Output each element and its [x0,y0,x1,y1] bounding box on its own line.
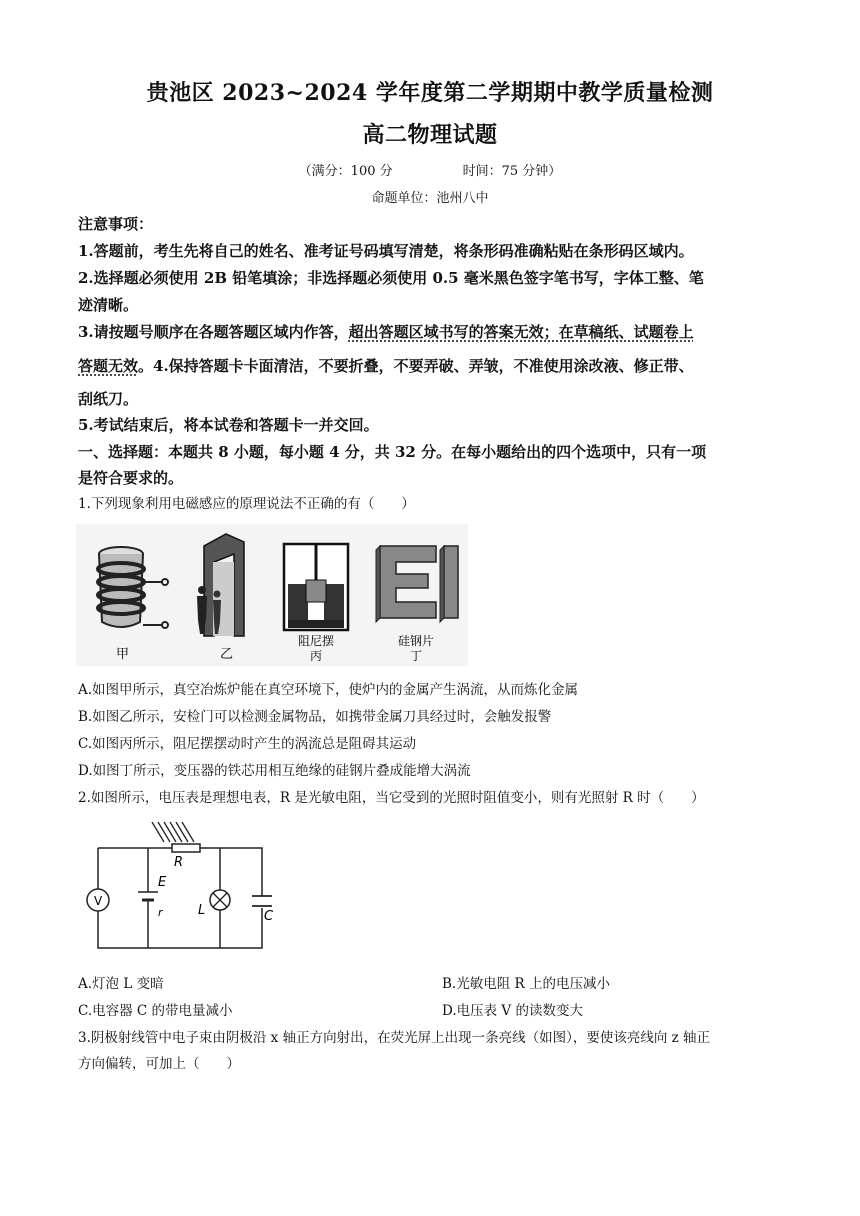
question-1-stem: 1.下列现象利用电磁感应的原理说法不正确的有（ ） [78,496,415,512]
notice-item-3-emphasis-2: 答题无效 [78,357,139,375]
notice-item-3-4 [78,356,788,376]
photoresistor-r [172,844,200,852]
author-unit: 命题单位：池州八中 [371,191,489,206]
label-r: R [174,855,184,870]
label-v: V [94,894,103,908]
notice-item-2: 2.选择题必须使用 2B 铅笔填涂；非选择题必须使用 0.5 毫米黑色签字笔书写，字体工整、笔 [78,269,704,287]
notice-heading: 注意事项： [78,215,154,233]
figure-label-ding: 丁 [410,649,423,663]
question-3-stem-cont: 方向偏转，可加上（ ） [78,1056,240,1072]
light-rays [152,822,194,842]
question-1-option-d: D.如图丁所示，变压器的铁芯用相互绝缘的硅钢片叠成能增大涡流 [78,763,471,779]
question-2-circuit [80,818,280,956]
question-1-option-b: B.如图乙所示，安检门可以检测金属物品，如携带金属刀具经过时，会触发报警 [78,709,552,725]
question-1-option-a: A.如图甲所示，真空冶炼炉能在真空环境下，使炉内的金属产生涡流，从而炼化金属 [78,682,579,698]
question-2-option-b: B.光敏电阻 R 上的电压减小 [442,976,610,992]
notice-item-3-emphasis: 超出答题区域书写的答案无效；在草稿纸、试题卷上 [348,323,694,341]
exam-title: 贵池区 2023~2024 学年度第二学期期中教学质量检测 [146,80,714,106]
figure-label-jia: 甲 [116,647,130,662]
damping-pendulum-figure [284,544,348,630]
silicon-steel-figure [376,546,458,622]
security-gate-figure [197,534,244,636]
figure-label-silicon: 硅钢片 [398,634,435,648]
question-1-figure [76,524,468,666]
label-small-r: r [158,906,163,919]
score-info: （满分：100 分 [298,164,393,179]
notice-item-1: 1.答题前，考生先将自己的姓名、准考证号码填写清楚，将条形码准确粘贴在条形码区域内。 [78,242,694,260]
section-1-heading: 一、选择题：本题共 8 小题，每小题 4 分，共 32 分。在每小题给出的四个选项中，只有一项 [78,443,707,461]
question-2-option-a: A.灯泡 L 变暗 [78,976,164,992]
question-2-option-d: D.电压表 V 的读数变大 [442,1003,583,1019]
time-info: 时间：75 分钟） [462,164,562,179]
notice-item-4-cont: 刮纸刀。 [78,390,139,408]
figure-label-yi: 乙 [220,647,234,662]
figure-label-bing: 丙 [310,649,323,663]
question-2-option-c: C.电容器 C 的带电量减小 [78,1003,233,1019]
question-3-stem: 3.阴极射线管中电子束由阴极沿 x 轴正方向射出，在荧光屏上出现一条亮线（如图），要使该亮线向 z 轴正 [78,1030,711,1046]
label-e: E [158,875,167,890]
figure-label-damping: 阻尼摆 [298,634,335,648]
notice-item-4-text: 。4.保持答题卡卡面清洁，不要折叠，不要弄破、弄皱，不准使用涂改液、修正带、 [138,357,694,375]
exam-subtitle: 高二物理试题 [362,122,498,148]
label-l: L [198,903,206,918]
notice-item-5: 5.考试结束后，将本试卷和答题卡一并交回。 [78,416,379,434]
question-1-option-c: C.如图丙所示，阻尼摆摆动时产生的涡流总是阻碍其运动 [78,736,417,752]
section-1-heading-cont: 是符合要求的。 [78,469,184,487]
exam-meta [0,160,860,179]
notice-item-3-text: 3.请按题号顺序在各题答题区域内作答， [78,323,349,341]
notice-item-2-cont: 迹清晰。 [78,296,139,314]
notice-item-3 [78,322,788,342]
label-c: C [264,909,274,924]
question-2-stem: 2.如图所示，电压表是理想电表，R 是光敏电阻，当它受到的光照时阻值变小，则有光照射 R 时（ ） [78,790,705,806]
